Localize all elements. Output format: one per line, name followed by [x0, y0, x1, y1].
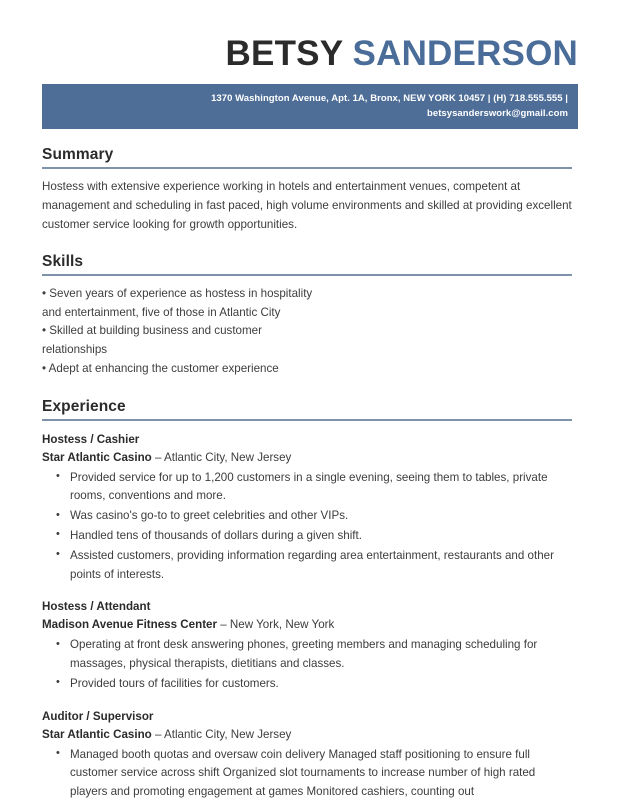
- resume-header: [0, 0, 618, 71]
- experience-list: [42, 431, 572, 800]
- job-company: Star Atlantic Casino: [42, 727, 152, 741]
- candidate-last-name: SANDERSON: [352, 34, 578, 73]
- job-company-line: [42, 726, 572, 744]
- experience-entry: [42, 598, 572, 693]
- skill-item: • Adept at enhancing the customer experience: [42, 361, 279, 375]
- experience-heading: Experience: [42, 398, 572, 421]
- job-company: Madison Avenue Fitness Center: [42, 618, 218, 632]
- job-separator: –: [151, 727, 164, 741]
- job-company-line: [42, 616, 572, 634]
- job-bullet: • Managed booth quotas and oversaw coin delivery Managed staff positioning to ensure full customer service across shift Organized slot tournaments to increase number of high rated players and promoting engagement at games Monitored cashiers, counting out: [42, 746, 572, 800]
- skill-item: • Seven years of experience as hostess in hospitality and entertainment, five of those in Atlantic City: [42, 286, 313, 319]
- job-bullet-list: [42, 469, 572, 585]
- contact-address-phone: 1370 Washington Avenue, Apt. 1A, Bronx, NEW YORK 10457 | (H) 718.555.555 |: [211, 93, 568, 104]
- job-bullet: • Handled tens of thousands of dollars during a given shift.: [42, 527, 572, 546]
- job-bullet: • Provided service for up to 1,200 customers in a single evening, seeing them to tables, private rooms, conventions and more.: [42, 469, 572, 507]
- job-company-line: [42, 449, 572, 467]
- job-bullet: • Assisted customers, providing information regarding area entertainment, restaurants and other points of interests.: [42, 547, 572, 585]
- skills-list: [42, 285, 317, 379]
- summary-text: Hostess with extensive experience working in hotels and entertainment venues, competent at management and scheduling in fast paced, high volume environments and skilled at providing excellent customer service looking for growth opportunities.: [42, 180, 572, 231]
- job-separator: –: [217, 618, 230, 632]
- job-bullet: • Was casino's go-to to greet celebrities and other VIPs.: [42, 507, 572, 526]
- job-company: Star Atlantic Casino: [42, 450, 152, 464]
- job-location: Atlantic City, New Jersey: [164, 727, 292, 741]
- job-bullet: • Provided tours of facilities for customers.: [42, 675, 572, 694]
- contact-bar: [42, 84, 578, 129]
- candidate-name: [40, 36, 578, 71]
- contact-email: betsysanderswork@gmail.com: [427, 107, 568, 119]
- experience-entry: [42, 708, 572, 800]
- job-separator: –: [151, 450, 164, 464]
- job-title: Hostess / Cashier: [42, 432, 140, 446]
- candidate-first-name: BETSY: [225, 34, 343, 73]
- job-bullet: • Operating at front desk answering phones, greeting members and managing scheduling for massages, physical therapists, dietitians and classes.: [42, 636, 572, 674]
- job-bullet-list: [42, 636, 572, 693]
- job-location: Atlantic City, New Jersey: [164, 450, 292, 464]
- skills-heading: Skills: [42, 253, 572, 276]
- summary-heading: Summary: [42, 146, 572, 169]
- job-title: Hostess / Attendant: [42, 600, 151, 614]
- summary-section: [42, 146, 572, 234]
- experience-entry: [42, 431, 572, 585]
- job-location: New York, New York: [229, 618, 335, 632]
- experience-section: [42, 398, 572, 800]
- skill-item: • Skilled at building business and customer relationships: [42, 324, 262, 357]
- job-bullet-list: [42, 746, 572, 800]
- skills-section: [42, 253, 572, 379]
- job-title: Auditor / Supervisor: [42, 709, 154, 723]
